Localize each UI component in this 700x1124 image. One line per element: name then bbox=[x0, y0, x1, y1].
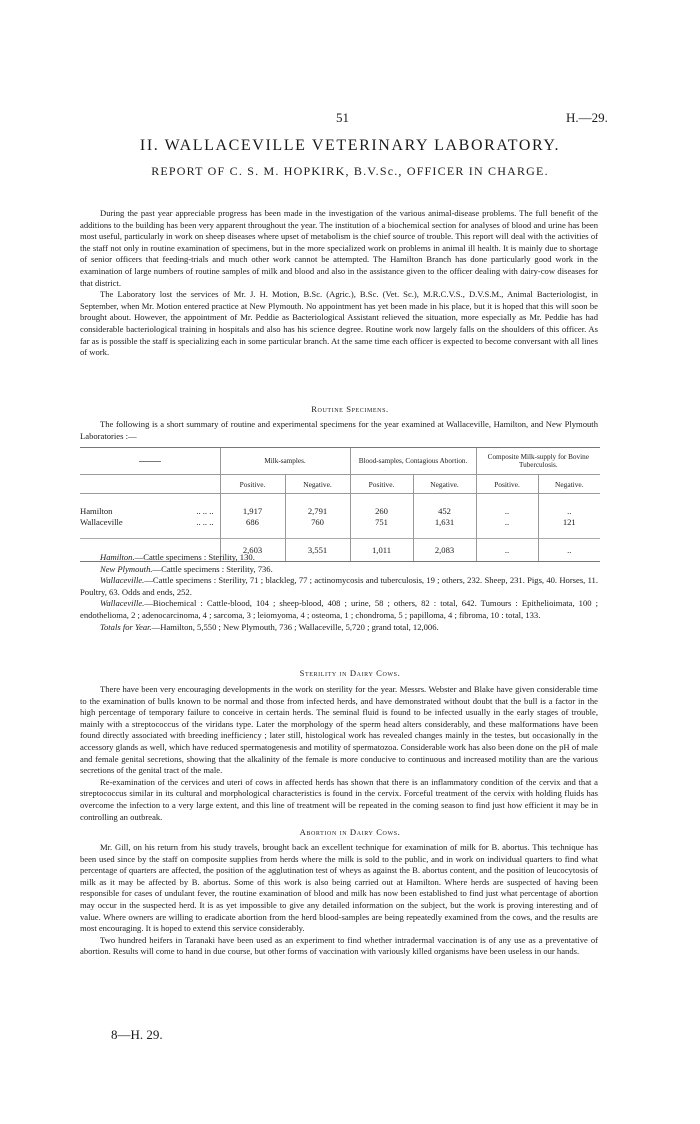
note-text: —Cattle specimens : Sterility, 736. bbox=[152, 563, 273, 574]
total-cell: 2,603 bbox=[220, 539, 285, 562]
page-reference: H.—29. bbox=[566, 110, 608, 125]
note-label: Totals for Year. bbox=[100, 621, 152, 632]
group-header: Composite Milk-supply for Bovine Tuberculosis. bbox=[476, 448, 600, 475]
group-header: Milk-samples. bbox=[220, 448, 350, 475]
specimens-table bbox=[80, 447, 600, 562]
note-line bbox=[80, 564, 598, 576]
routine-notes bbox=[80, 552, 598, 633]
column-header: Positive. bbox=[220, 475, 285, 494]
note-text: —Cattle specimens : Sterility, 130. bbox=[134, 552, 255, 562]
column-header: Positive. bbox=[476, 475, 538, 494]
table-row bbox=[80, 516, 600, 527]
note-text: —Hamilton, 5,550 ; New Plymouth, 736 ; Wallaceville, 5,720 ; grand total, 12,006. bbox=[151, 621, 439, 632]
note-label: New Plymouth. bbox=[100, 563, 153, 574]
table-cell: 452 bbox=[413, 505, 476, 516]
table-cell: .. bbox=[538, 505, 600, 516]
table-row bbox=[80, 505, 600, 516]
column-header: Negative. bbox=[285, 475, 350, 494]
column-header: Negative. bbox=[538, 475, 600, 494]
intro-paragraph: The Laboratory lost the services of Mr. J. H. Motion, B.Sc. (Agric.), B.Sc. (Vet. Sc.), M.R.C.V.S., D.V.S.M., Animal Bacteriologist, in September, when Mr. Motion entered practice at New Plymouth. No appointment has yet been made in his place, but it is hoped that this will soon be brought about. However, the appointment of Mr. Peddie as Bacteriological Assistant relieved the situation, more especially as Mr. Peddie has had considerable bacteriological training in hospitals and also has his science degree. Routine work now largely falls on the shoulders of this officer. As far as is possible the staff is specializing each in some particular branch. At the same time each officer is expected to become conversant with all lines of work. bbox=[80, 289, 598, 358]
column-header: Positive. bbox=[350, 475, 413, 494]
routine-intro-block bbox=[80, 419, 598, 442]
table-cell: 751 bbox=[350, 516, 413, 527]
note-line bbox=[80, 622, 598, 634]
abortion-paragraph: Two hundred heifers in Taranaki have been used as an experiment to find whether intradermal vaccination is of any use as a preventative of abortion. Results will come to hand in due course, but other forms of vaccination with variously killed organisms have been useless in our hands. bbox=[80, 934, 598, 957]
total-cell: 3,551 bbox=[285, 539, 350, 562]
table-corner bbox=[80, 448, 220, 475]
table-cell: .. bbox=[476, 505, 538, 516]
sterility-paragraph: Re-examination of the cervices and uteri of cows in affected herds has shown that there is an inflammatory condition of the cervix and that a streptococcus similar in its cultural and morphological characteristics is found in the cervix. Forceful treatment of the cervix with holding fluids has overcome the infection to a very large extent, and this line of treatment will be repeated in the coming season to find just how efficient it may be in controlling an outbreak. bbox=[80, 776, 598, 822]
table-cell: 1,917 bbox=[220, 505, 285, 516]
table-cell: 686 bbox=[220, 516, 285, 527]
total-cell: 2,083 bbox=[413, 539, 476, 562]
routine-intro: The following is a short summary of routine and experimental specimens for the year examined at Wallaceville, Hamilton, and New Plymouth Laboratories :— bbox=[80, 419, 598, 441]
note-label: Wallaceville. bbox=[100, 598, 145, 609]
sterility-paragraph: There have been very encouraging developments in the work on sterility for the year. Messrs. Webster and Blake have given considerable time to the examination of bulls known to be normal and those from infected herds, and have demonstrated without doubt that the bull is a factor in the high percentage of temporary failure to conceive in certain herds. The seminal fluid is found to be infected usually in the early stages of trouble, mainly with a streptococcus of the viridans type. Later the morphology of the sperm head alters considerably, and these malformations have been found directly associated with breeding inefficiency ; later still, histological work has revealed changes mainly in the testes, but occasionally in the accessory glands as well, which have reduced spermatogenesis and motility of spermatozoa. Considerable work has also been done on the pH of male and female genital secretions, showing that the alkalinity of the female is more conducive to continuous and increased motility than are the various secretions of the genital tract of the male. bbox=[80, 684, 598, 776]
leader-dots: .. .. .. bbox=[196, 505, 214, 516]
table-cell: 121 bbox=[538, 516, 600, 527]
total-cell: 1,011 bbox=[350, 539, 413, 562]
note-text: —Cattle specimens : Sterility, 71 ; blackleg, 77 ; actinomycosis and tuberculosis, 19 ; others, 232. Sheep, 231. Pigs, 40. Horses, 11. Poultry, 63. Odds and ends, 252. bbox=[80, 575, 598, 597]
abortion-paragraph: Mr. Gill, on his return from his study travels, brought back an excellent technique for examination of milk for B. abortus. This technique has been used since by the staff on composite supplies from herds where the milk is sold to the public, and in work on individual quarters to find what percentage of quarters are affected, the position of the agglutination test of wheys as against the B. abortus content, and the position of leucocytosis of milk as it may be affected by B. abortus. Some of this work is also being carried out at Hamilton. Where herds are suspected of having been responsible for cases of undulant fever, the routine examination of blood and milk has now been established to find just what percentage of abortion may occur in the suspected herd. It is as yet impossible to give any detailed information on the subject, but the work is proving interesting and of value. Where owners are willing to eradicate abortion from the herd blood-samples are being repeatedly examined from the cows, and the results are most encouraging. It is hoped to extend this service considerably. bbox=[80, 842, 598, 934]
table-cell: 260 bbox=[350, 505, 413, 516]
page-number: 51 bbox=[336, 110, 349, 125]
sterility-section bbox=[80, 684, 598, 823]
group-header: Blood-samples, Contagious Abortion. bbox=[350, 448, 476, 475]
routine-heading: Routine Specimens. bbox=[311, 404, 389, 414]
signature-mark: 8—H. 29. bbox=[111, 1027, 163, 1042]
row-label: Hamilton bbox=[80, 505, 113, 516]
sterility-heading: Sterility in Dairy Cows. bbox=[299, 668, 401, 678]
abortion-section bbox=[80, 842, 598, 958]
table-cell: 760 bbox=[285, 516, 350, 527]
intro-section bbox=[80, 208, 598, 359]
note-text: —Biochemical : Cattle-blood, 104 ; sheep-blood, 408 ; urine, 58 ; others, 82 : total, 642. Tumours : Epithelioimata, 100 ; endothelioma, 2 ; adenocarcinoma, 4 ; sarcoma, 3 ; leiomyoma, 4 ; osteoma, 1 ; chondroma, 5 ; papilloma, 4 ; fibroma, 10 : total, 133. bbox=[80, 598, 598, 620]
report-subtitle: REPORT OF C. S. M. HOPKIRK, B.V.Sc., OFFICER IN CHARGE. bbox=[151, 164, 549, 178]
intro-paragraph: During the past year appreciable progress has been made in the investigation of the various animal-disease problems. The full benefit of the additions to the building has been very apparent throughout the year. The institution of a biochemical section for analyses of blood and urine has been most useful, particularly in work on sheep diseases where upset of metabolism is the chief source of trouble. This report will deal with the activities of the staff not only in routine examination of specimens, but in the more specialized work on problems in animal ill health. It is mainly due to shortage of senior officers that feeding-trials and much other work cannot be attempted. The Hamilton Branch has done particularly good work in the examination of large numbers of routine samples of milk and blood and also in the assistance given to the officer dealing with dairy-cow diseases for that district. bbox=[80, 208, 598, 288]
total-cell: .. bbox=[476, 539, 538, 562]
abortion-heading: Abortion in Dairy Cows. bbox=[299, 827, 401, 837]
table-cell: 1,631 bbox=[413, 516, 476, 527]
total-cell: .. bbox=[538, 539, 600, 562]
leader-dots: .. .. .. bbox=[196, 516, 214, 527]
note-label: Hamilton. bbox=[100, 552, 135, 562]
note-line bbox=[80, 598, 598, 621]
report-title: II. WALLACEVILLE VETERINARY LABORATORY. bbox=[139, 137, 561, 154]
note-label: Wallaceville. bbox=[100, 575, 145, 586]
column-header: Negative. bbox=[413, 475, 476, 494]
row-label: Wallaceville bbox=[80, 516, 123, 527]
table-cell: .. bbox=[476, 516, 538, 527]
table-cell: 2,791 bbox=[285, 505, 350, 516]
note-line bbox=[80, 575, 598, 598]
note-line bbox=[80, 552, 598, 564]
